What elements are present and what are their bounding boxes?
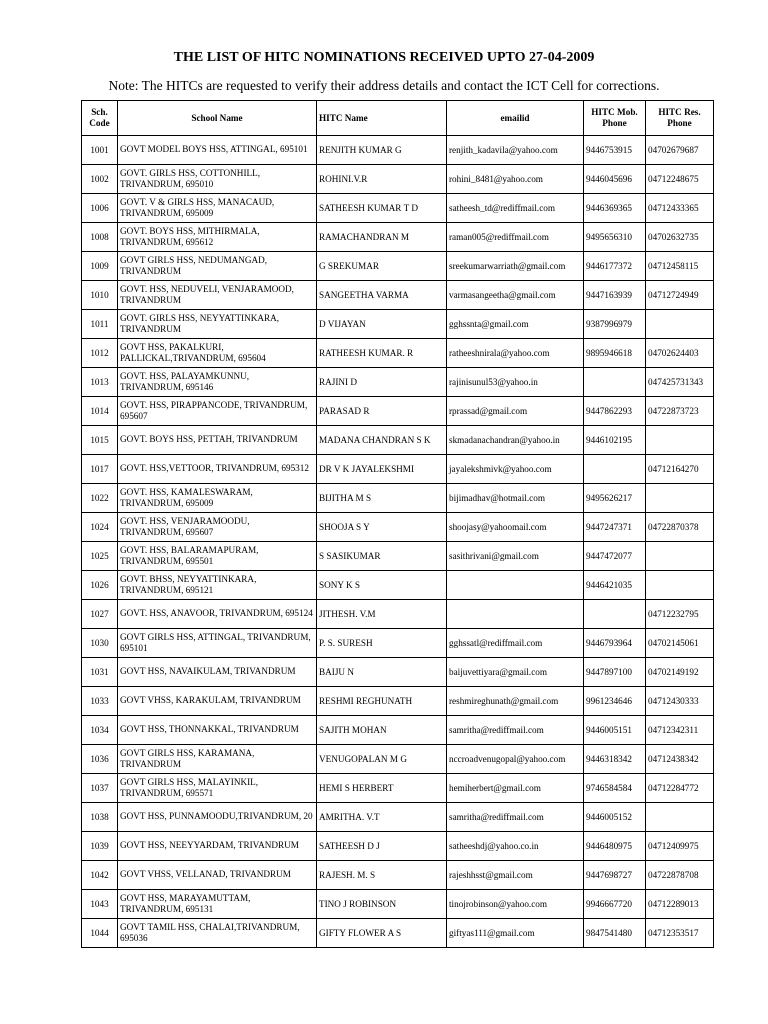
cell-sch-code: 1042 [82,861,118,890]
cell-hitc-mob-phone: 9895946618 [584,339,646,368]
cell-hitc-name: RAJINI D [317,368,447,397]
table-row [82,310,714,339]
cell-school-name: GOVT. HSS, VENJARAMOODU, TRIVANDRUM, 695607 [118,513,317,542]
cell-school-name: GOVT MODEL BOYS HSS, ATTINGAL, 695101 [118,136,317,165]
cell-hitc-mob-phone: 9746584584 [584,774,646,803]
cell-emailid: rohini_8481@yahoo.com [447,165,584,194]
cell-emailid: satheeshdj@yahoo.co.in [447,832,584,861]
cell-hitc-name: PARASAD R [317,397,447,426]
cell-sch-code: 1026 [82,571,118,600]
table-row [82,600,714,629]
cell-school-name: GOVT. HSS, PALAYAMKUNNU, TRIVANDRUM, 695146 [118,368,317,397]
cell-hitc-mob-phone: 9446421035 [584,571,646,600]
cell-hitc-name: P. S. SURESH [317,629,447,658]
cell-hitc-res-phone [646,542,714,571]
cell-hitc-mob-phone: 9446318342 [584,745,646,774]
cell-sch-code: 1031 [82,658,118,687]
cell-hitc-res-phone [646,803,714,832]
table-row [82,890,714,919]
cell-school-name: GOVT. BHSS, NEYYATTINKARA, TRIVANDRUM, 695121 [118,571,317,600]
cell-hitc-mob-phone: 9387996979 [584,310,646,339]
cell-emailid: samritha@rediffmail.com [447,803,584,832]
cell-hitc-res-phone: 04712458115 [646,252,714,281]
table-row [82,223,714,252]
table-row [82,745,714,774]
cell-hitc-name: GIFTY FLOWER A S [317,919,447,948]
cell-hitc-res-phone: 04702149192 [646,658,714,687]
header-hitc-mob-phone: HITC Mob. Phone [584,101,646,136]
cell-school-name: GOVT GIRLS HSS, ATTINGAL, TRIVANDRUM, 695101 [118,629,317,658]
cell-hitc-res-phone: 04722878708 [646,861,714,890]
cell-hitc-res-phone: 04712724949 [646,281,714,310]
cell-hitc-name: BAIJU N [317,658,447,687]
cell-school-name: GOVT. HSS, ANAVOOR, TRIVANDRUM, 695124 [118,600,317,629]
cell-school-name: GOVT. HSS, BALARAMAPURAM, TRIVANDRUM, 695501 [118,542,317,571]
cell-sch-code: 1039 [82,832,118,861]
table-row [82,832,714,861]
cell-sch-code: 1002 [82,165,118,194]
table-row [82,165,714,194]
cell-emailid: rprassad@gmail.com [447,397,584,426]
cell-sch-code: 1017 [82,455,118,484]
cell-hitc-mob-phone [584,368,646,397]
cell-hitc-name: SATHEESH D J [317,832,447,861]
cell-hitc-mob-phone: 9447472077 [584,542,646,571]
cell-hitc-res-phone: 047425731343 [646,368,714,397]
cell-emailid: tinojrobinson@yahoo.com [447,890,584,919]
cell-hitc-name: MADANA CHANDRAN S K [317,426,447,455]
cell-hitc-res-phone: 04712284772 [646,774,714,803]
cell-school-name: GOVT VHSS, KARAKULAM, TRIVANDRUM [118,687,317,716]
cell-emailid: rajinisunul53@yahoo.in [447,368,584,397]
cell-hitc-name: RATHEESH KUMAR. R [317,339,447,368]
cell-hitc-mob-phone: 9446005152 [584,803,646,832]
cell-sch-code: 1015 [82,426,118,455]
cell-emailid: samritha@rediffmail.com [447,716,584,745]
cell-hitc-mob-phone: 9447862293 [584,397,646,426]
cell-emailid: reshmireghunath@gmail.com [447,687,584,716]
table-row [82,716,714,745]
table-row [82,194,714,223]
cell-hitc-name: TINO J ROBINSON [317,890,447,919]
cell-hitc-name: RAJESH. M. S [317,861,447,890]
cell-sch-code: 1037 [82,774,118,803]
document-title: THE LIST OF HITC NOMINATIONS RECEIVED UPTO 27-04-2009 [173,50,595,65]
cell-school-name: GOVT. GIRLS HSS, NEYYATTINKARA, TRIVANDRUM [118,310,317,339]
cell-sch-code: 1008 [82,223,118,252]
cell-school-name: GOVT HSS, MARAYAMUTTAM, TRIVANDRUM, 695131 [118,890,317,919]
cell-hitc-name: BIJITHA M S [317,484,447,513]
cell-hitc-mob-phone: 9446369365 [584,194,646,223]
table-row [82,629,714,658]
cell-hitc-res-phone: 04702145061 [646,629,714,658]
cell-hitc-res-phone [646,484,714,513]
cell-school-name: GOVT. HSS, PIRAPPANCODE, TRIVANDRUM, 695607 [118,397,317,426]
cell-hitc-mob-phone: 9446480975 [584,832,646,861]
cell-school-name: GOVT. GIRLS HSS, COTTONHILL, TRIVANDRUM, 695010 [118,165,317,194]
nominations-table [81,100,714,948]
cell-hitc-name: G SREKUMAR [317,252,447,281]
cell-school-name: GOVT TAMIL HSS, CHALAI,TRIVANDRUM, 695036 [118,919,317,948]
cell-hitc-res-phone: 04712430333 [646,687,714,716]
cell-school-name: GOVT. HSS,VETTOOR, TRIVANDRUM, 695312 [118,455,317,484]
cell-sch-code: 1043 [82,890,118,919]
header-hitc-res-phone: HITC Res. Phone [646,101,714,136]
cell-hitc-name: S SASIKUMAR [317,542,447,571]
cell-hitc-mob-phone: 9447247371 [584,513,646,542]
cell-sch-code: 1036 [82,745,118,774]
cell-emailid: sasithrivani@gmail.com [447,542,584,571]
cell-school-name: GOVT HSS, PAKALKURI, PALLICKAL,TRIVANDRUM, 695604 [118,339,317,368]
cell-sch-code: 1006 [82,194,118,223]
cell-sch-code: 1025 [82,542,118,571]
cell-hitc-name: D VIJAYAN [317,310,447,339]
table-row [82,252,714,281]
table-row [82,658,714,687]
table-row [82,281,714,310]
cell-hitc-name: AMRITHA. V.T [317,803,447,832]
table-row [82,919,714,948]
cell-hitc-mob-phone: 9946667720 [584,890,646,919]
cell-hitc-res-phone: 04712232795 [646,600,714,629]
cell-emailid: rajeshhsst@gmail.com [447,861,584,890]
table-row [82,861,714,890]
cell-hitc-res-phone: 04712289013 [646,890,714,919]
cell-hitc-res-phone: 04722870378 [646,513,714,542]
cell-hitc-mob-phone: 9446793964 [584,629,646,658]
cell-sch-code: 1030 [82,629,118,658]
cell-school-name: GOVT HSS, PUNNAMOODU,TRIVANDRUM, 20 [118,803,317,832]
cell-hitc-res-phone: 04712438342 [646,745,714,774]
cell-school-name: GOVT HSS, THONNAKKAL, TRIVANDRUM [118,716,317,745]
cell-school-name: GOVT HSS, NAVAIKULAM, TRIVANDRUM [118,658,317,687]
cell-sch-code: 1001 [82,136,118,165]
cell-sch-code: 1044 [82,919,118,948]
cell-emailid: giftyas111@gmail.com [447,919,584,948]
cell-emailid: bijimadhav@hotmail.com [447,484,584,513]
table-row [82,136,714,165]
cell-emailid [447,571,584,600]
cell-hitc-mob-phone [584,455,646,484]
table-row [82,426,714,455]
cell-school-name: GOVT GIRLS HSS, NEDUMANGAD, TRIVANDRUM [118,252,317,281]
cell-emailid: gghssnta@gmail.com [447,310,584,339]
cell-hitc-name: SAJITH MOHAN [317,716,447,745]
header-sch-code: Sch. Code [82,101,118,136]
cell-hitc-res-phone [646,426,714,455]
cell-hitc-mob-phone [584,600,646,629]
cell-emailid: skmadanachandran@yahoo.in [447,426,584,455]
cell-hitc-mob-phone: 9447897100 [584,658,646,687]
cell-hitc-mob-phone: 9495626217 [584,484,646,513]
cell-hitc-name: RENJITH KUMAR G [317,136,447,165]
cell-emailid: ratheeshnirala@yahoo.com [447,339,584,368]
cell-emailid: renjith_kadavila@yahoo.com [447,136,584,165]
cell-sch-code: 1009 [82,252,118,281]
table-row [82,455,714,484]
cell-hitc-res-phone [646,310,714,339]
cell-emailid: shoojasy@yahoomail.com [447,513,584,542]
cell-hitc-name: HEMI S HERBERT [317,774,447,803]
cell-school-name: GOVT. BOYS HSS, MITHIRMALA, TRIVANDRUM, 695612 [118,223,317,252]
table-row [82,339,714,368]
cell-hitc-name: SONY K S [317,571,447,600]
cell-school-name: GOVT. HSS, NEDUVELI, VENJARAMOOD, TRIVANDRUM [118,281,317,310]
cell-school-name: GOVT GIRLS HSS, KARAMANA, TRIVANDRUM [118,745,317,774]
cell-hitc-mob-phone: 9961234646 [584,687,646,716]
cell-emailid: gghssatl@rediffmail.com [447,629,584,658]
table-row [82,542,714,571]
header-school-name: School Name [118,101,317,136]
cell-emailid: baijuvettiyara@gmail.com [447,658,584,687]
table-row [82,484,714,513]
cell-hitc-mob-phone: 9446102195 [584,426,646,455]
table-row [82,687,714,716]
cell-sch-code: 1022 [82,484,118,513]
cell-hitc-mob-phone: 9446753915 [584,136,646,165]
cell-hitc-mob-phone: 9446005151 [584,716,646,745]
cell-hitc-res-phone: 04702632735 [646,223,714,252]
header-emailid: emailid [447,101,584,136]
cell-hitc-name: SATHEESH KUMAR T D [317,194,447,223]
cell-emailid [447,600,584,629]
table-body [82,136,714,948]
cell-emailid: sreekumarwarriath@gmail.com [447,252,584,281]
cell-hitc-res-phone: 04712433365 [646,194,714,223]
cell-hitc-mob-phone: 9495656310 [584,223,646,252]
table-row [82,571,714,600]
cell-emailid: hemiherbert@gmail.com [447,774,584,803]
cell-hitc-res-phone: 04712353517 [646,919,714,948]
cell-hitc-name: ROHINI.V.R [317,165,447,194]
cell-hitc-res-phone: 04712342311 [646,716,714,745]
cell-sch-code: 1013 [82,368,118,397]
cell-hitc-res-phone: 04712248675 [646,165,714,194]
document-note: Note: The HITCs are requested to verify their address details and contact the ICT Cell for corrections. [108,78,660,93]
cell-hitc-mob-phone: 9446177372 [584,252,646,281]
cell-hitc-name: DR V K JAYALEKSHMI [317,455,447,484]
cell-hitc-mob-phone: 9447698727 [584,861,646,890]
cell-hitc-name: VENUGOPALAN M G [317,745,447,774]
cell-sch-code: 1034 [82,716,118,745]
table-header-row [82,101,714,136]
cell-hitc-name: RAMACHANDRAN M [317,223,447,252]
cell-hitc-res-phone: 04712164270 [646,455,714,484]
table-row [82,368,714,397]
cell-sch-code: 1010 [82,281,118,310]
cell-school-name: GOVT GIRLS HSS, MALAYINKIL, TRIVANDRUM, 695571 [118,774,317,803]
cell-sch-code: 1011 [82,310,118,339]
cell-sch-code: 1024 [82,513,118,542]
cell-emailid: varmasangeetha@gmail.com [447,281,584,310]
cell-hitc-name: SHOOJA S Y [317,513,447,542]
table-row [82,397,714,426]
cell-school-name: GOVT. HSS, KAMALESWARAM, TRIVANDRUM, 695009 [118,484,317,513]
cell-hitc-res-phone: 04722873723 [646,397,714,426]
cell-hitc-name: SANGEETHA VARMA [317,281,447,310]
cell-emailid: raman005@rediffmail.com [447,223,584,252]
cell-hitc-name: JITHESH. V.M [317,600,447,629]
cell-hitc-mob-phone: 9847541480 [584,919,646,948]
cell-school-name: GOVT VHSS, VELLANAD, TRIVANDRUM [118,861,317,890]
cell-hitc-mob-phone: 9446045696 [584,165,646,194]
cell-hitc-mob-phone: 9447163939 [584,281,646,310]
cell-sch-code: 1038 [82,803,118,832]
table-row [82,513,714,542]
cell-emailid: satheesh_td@rediffmail.com [447,194,584,223]
cell-sch-code: 1014 [82,397,118,426]
cell-school-name: GOVT. V & GIRLS HSS, MANACAUD, TRIVANDRUM, 695009 [118,194,317,223]
header-hitc-name: HITC Name [317,101,447,136]
cell-school-name: GOVT. BOYS HSS, PETTAH, TRIVANDRUM [118,426,317,455]
cell-sch-code: 1012 [82,339,118,368]
cell-emailid: nccroadvenugopal@yahoo.com [447,745,584,774]
table-row [82,803,714,832]
cell-sch-code: 1033 [82,687,118,716]
cell-hitc-name: RESHMI REGHUNATH [317,687,447,716]
cell-sch-code: 1027 [82,600,118,629]
cell-hitc-res-phone: 04712409975 [646,832,714,861]
cell-school-name: GOVT HSS, NEEYYARDAM, TRIVANDRUM [118,832,317,861]
cell-hitc-res-phone [646,571,714,600]
cell-emailid: jayalekshmivk@yahoo.com [447,455,584,484]
cell-hitc-res-phone: 04702679687 [646,136,714,165]
cell-hitc-res-phone: 04702624403 [646,339,714,368]
table-row [82,774,714,803]
